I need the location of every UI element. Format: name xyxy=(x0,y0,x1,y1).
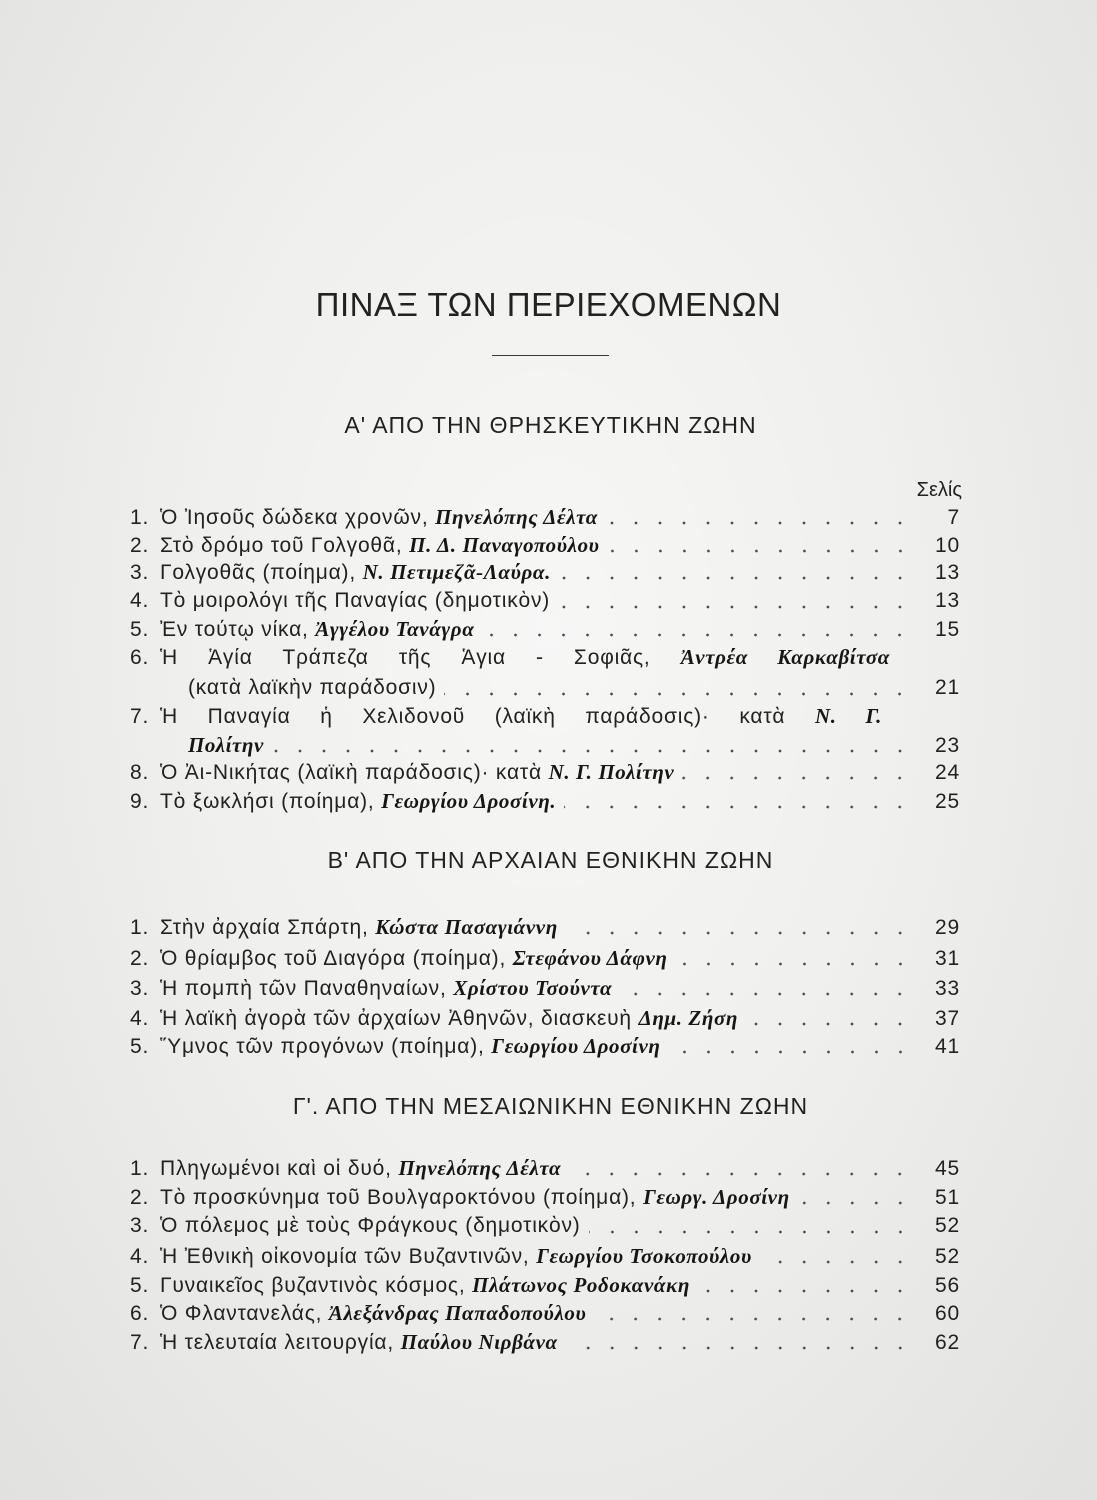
toc-entry xyxy=(130,1004,960,1032)
toc-entry xyxy=(130,615,960,643)
leader-dots xyxy=(606,521,912,525)
entry-number: 5. xyxy=(130,1035,150,1058)
entry-text xyxy=(160,787,556,816)
entry-author: Δημ. Ζήση xyxy=(638,1006,739,1030)
entry-author: Ν. Πετιμεζᾶ-Λαύρα. xyxy=(362,560,551,584)
leader-dots xyxy=(566,1346,912,1350)
page-column-label: Σελίς xyxy=(916,479,962,501)
entry-page-number: 23 xyxy=(935,734,960,757)
toc-entry xyxy=(130,587,960,615)
entry-number: 8. xyxy=(130,761,150,784)
entry-text xyxy=(160,587,550,615)
section-heading-religious-life: Α' ΑΠΟ ΤΗΝ ΘΡΗΣΚΕΥΤΙΚΗΝ ΖΩΗΝ xyxy=(344,412,757,438)
entry-page-number: 45 xyxy=(935,1157,960,1180)
entry-page-number: 37 xyxy=(935,1007,960,1030)
entry-author: Γεωργ. Δροσίνη xyxy=(643,1185,790,1209)
entry-number: 9. xyxy=(130,790,150,813)
entry-page-number: 33 xyxy=(935,977,960,1000)
entry-title: Στὸ δρόμο τοῦ Γολγοθᾶ, xyxy=(160,534,403,557)
entry-author: Γεωργίου Τσοκοπούλου xyxy=(536,1244,752,1268)
entry-title: Ὁ Φλαντανελάς, xyxy=(160,1302,323,1325)
entry-title: Ὁ Ἀι-Νικήτας (λαϊκὴ παράδοσις)· κατὰ xyxy=(160,761,542,784)
entry-page-number: 24 xyxy=(935,761,960,784)
toc-entry xyxy=(130,1032,960,1060)
entry-number: 3. xyxy=(130,977,150,1000)
toc-title: ΠΙΝΑΞ ΤΩΝ ΠΕΡΙΕΧΟΜΕΝΩΝ xyxy=(315,286,782,323)
section-heading-ancient-national-life: Β' ΑΠΟ ΤΗΝ ΑΡΧΑΙΑΝ ΕΘΝΙΚΗΝ ΖΩΗΝ xyxy=(327,847,774,873)
entry-page-number: 52 xyxy=(935,1245,960,1268)
toc-entry xyxy=(130,913,960,941)
entry-number: 1. xyxy=(130,1157,150,1180)
entry-title: Ὁ Ἰησοῦς δώδεκα χρονῶν, xyxy=(160,506,429,529)
entry-text xyxy=(160,1212,581,1240)
entry-title: Τὸ μοιρολόγι τῆς Παναγίας (δημοτικὸν) xyxy=(160,589,551,612)
entry-number: 7. xyxy=(130,1331,150,1354)
entry-number: 5. xyxy=(130,1274,150,1297)
toc-entry xyxy=(130,1271,960,1299)
entry-author: Γεωργίου Δροσίνη. xyxy=(381,789,557,813)
entry-text xyxy=(160,1032,661,1061)
leader-dots xyxy=(594,1317,912,1321)
leader-dots xyxy=(482,633,912,637)
entry-number: 6. xyxy=(130,1302,150,1325)
entry-title: Τὸ προσκύνημα τοῦ Βουλγαροκτόνου (ποίημα), xyxy=(160,1186,637,1209)
entry-page-number: 15 xyxy=(935,618,960,641)
leader-dots xyxy=(559,576,912,580)
entry-title: Ἡ Παναγία ἡ Χελιδονοῦ (λαϊκὴ παράδοσις)· κατὰ xyxy=(160,705,786,728)
entry-page-number: 7 xyxy=(947,506,960,529)
entry-author: Γεωργίου Δροσίνη xyxy=(491,1034,661,1058)
leader-dots xyxy=(620,992,912,996)
toc-entry xyxy=(130,643,960,671)
entry-author: Ἀγγέλου Τανάγρα xyxy=(315,617,475,641)
leader-dots xyxy=(272,749,912,753)
entry-number: 4. xyxy=(130,1007,150,1030)
entry-author: Παύλου Νιρβάνα xyxy=(400,1330,558,1354)
entry-author: Χρίστου Τσούντα xyxy=(453,976,613,1000)
entry-author: Κώστα Πασαγιάννη xyxy=(375,915,558,939)
entry-page-number: 41 xyxy=(935,1035,960,1058)
entry-title: Ὁ πόλεμος μὲ τοὺς Φράγκους (δημοτικὸν) xyxy=(160,1214,581,1237)
entry-text xyxy=(160,913,558,942)
leader-dots xyxy=(798,1201,912,1205)
entry-number: 4. xyxy=(130,1245,150,1268)
leader-dots xyxy=(676,962,912,966)
entry-page-number: 29 xyxy=(935,916,960,939)
toc-entry xyxy=(130,558,960,586)
entry-text xyxy=(160,1299,586,1328)
entry-title: Ἡ Ἐθνικὴ οἰκονομία τῶν Βυζαντινῶν, xyxy=(160,1245,530,1268)
entry-page-number: 31 xyxy=(935,947,960,970)
entry-page-number: 51 xyxy=(935,1186,960,1209)
entry-text xyxy=(160,702,882,731)
entry-page-number: 13 xyxy=(935,589,960,612)
leader-dots xyxy=(669,1050,912,1054)
entry-author: Πηνελόπης Δέλτα xyxy=(398,1156,562,1180)
entry-author: Στεφάνου Δάφνη xyxy=(512,946,668,970)
entry-number: 2. xyxy=(130,947,150,970)
toc-entry xyxy=(130,1299,960,1327)
entry-number: 2. xyxy=(130,534,150,557)
leader-dots xyxy=(760,1260,912,1264)
entry-page-number: 56 xyxy=(935,1274,960,1297)
entry-author: Ἀντρέα Καρκαβίτσα xyxy=(680,645,890,669)
entry-text xyxy=(160,1242,752,1271)
entry-author: Ἀλεξάνδρας Παπαδοπούλου xyxy=(328,1301,587,1325)
entry-title: Γυναικεῖος βυζαντινὸς κόσμος, xyxy=(160,1274,466,1297)
entry-page-number: 60 xyxy=(935,1302,960,1325)
leader-dots xyxy=(698,1289,912,1293)
entry-number: 7. xyxy=(130,705,150,728)
toc-entry xyxy=(130,787,960,815)
entry-author: Ν. Γ. xyxy=(815,704,882,728)
toc-entry xyxy=(130,974,960,1002)
entry-text xyxy=(160,974,612,1003)
entry-number: 2. xyxy=(130,1186,150,1209)
entry-text xyxy=(160,531,600,560)
toc-entry xyxy=(130,1242,960,1270)
toc-entry xyxy=(130,944,960,972)
toc-entry-continuation xyxy=(130,674,960,702)
entry-text xyxy=(160,758,674,787)
entry-text xyxy=(160,1183,790,1212)
entry-title: Ὁ θρίαμβος τοῦ Διαγόρα (ποίημα), xyxy=(160,947,507,970)
entry-number: 5. xyxy=(130,618,150,641)
entry-author: Πηνελόπης Δέλτα xyxy=(435,505,599,529)
entry-number: 1. xyxy=(130,506,150,529)
entry-title: Ἡ λαϊκὴ ἀγορὰ τῶν ἀρχαίων Ἀθηνῶν, διασκευὴ xyxy=(160,1007,632,1030)
leader-dots xyxy=(746,1022,912,1026)
entry-number: 3. xyxy=(130,1214,150,1237)
entry-page-number: 13 xyxy=(935,561,960,584)
entry-page-number: 25 xyxy=(935,790,960,813)
entry-text xyxy=(160,615,474,644)
entry-text xyxy=(160,1328,558,1357)
entry-text xyxy=(188,674,436,702)
entry-text xyxy=(160,643,890,672)
entry-title: Ἡ πομπὴ τῶν Παναθηναίων, xyxy=(160,977,447,1000)
toc-entry xyxy=(130,758,960,786)
toc-entry xyxy=(130,503,960,531)
entry-page-number: 52 xyxy=(935,1214,960,1237)
toc-entry xyxy=(130,702,960,730)
entry-page-number: 62 xyxy=(935,1331,960,1354)
leader-dots xyxy=(608,549,912,553)
entry-page-number: 21 xyxy=(935,676,960,699)
entry-title: Γολγοθᾶς (ποίημα), xyxy=(160,561,356,584)
toc-entry xyxy=(130,1154,960,1182)
entry-text xyxy=(160,1004,738,1033)
entry-author: Πλάτωνος Ροδοκανάκη xyxy=(472,1273,690,1297)
entry-title-continuation: (κατὰ λαϊκὴν παράδοσιν) xyxy=(188,676,437,699)
entry-text xyxy=(160,1271,690,1300)
toc-entry xyxy=(130,1212,960,1240)
toc-entry xyxy=(130,1183,960,1211)
entry-title: Τὸ ξωκλήσι (ποίημα), xyxy=(160,790,375,813)
entry-title: Πληγωμένοι καὶ οἱ δυό, xyxy=(160,1157,392,1180)
entry-author: Π. Δ. Παναγοπούλου xyxy=(409,533,600,557)
entry-page-number: 10 xyxy=(935,534,960,557)
toc-entry xyxy=(130,1328,960,1356)
entry-author-continuation: Πολίτην xyxy=(188,733,264,757)
leader-dots xyxy=(569,1172,912,1176)
entry-text xyxy=(160,1154,561,1183)
toc-entry-continuation xyxy=(130,731,960,759)
toc-entry xyxy=(130,531,960,559)
entry-number: 1. xyxy=(130,916,150,939)
leader-dots xyxy=(444,692,912,696)
entry-text xyxy=(160,503,598,532)
entry-text xyxy=(160,558,551,587)
leader-dots xyxy=(564,805,912,809)
entry-title: Ἡ Ἁγία Τράπεζα τῆς Ἁγια - Σοφιᾶς, xyxy=(160,646,651,669)
entry-number: 3. xyxy=(130,561,150,584)
entry-title: Ἡ τελευταία λειτουργία, xyxy=(160,1331,395,1354)
leader-dots xyxy=(682,776,912,780)
entry-author: Ν. Γ. Πολίτην xyxy=(548,760,675,784)
section-heading-medieval-national-life: Γ'. ΑΠΟ ΤΗΝ ΜΕΣΑΙΩΝΙΚΗΝ ΕΘΝΙΚΗΝ ΖΩΗΝ xyxy=(292,1093,809,1119)
entry-text xyxy=(188,731,264,760)
entry-title: Ἐν τούτῳ νίκα, xyxy=(160,618,309,641)
entry-number: 6. xyxy=(130,646,150,669)
leader-dots xyxy=(566,931,912,935)
entry-number: 4. xyxy=(130,589,150,612)
entry-text xyxy=(160,944,668,973)
leader-dots xyxy=(589,1230,912,1234)
title-rule xyxy=(492,355,609,356)
leader-dots xyxy=(558,605,912,609)
entry-title: Ὕμνος τῶν προγόνων (ποίημα), xyxy=(160,1035,485,1058)
entry-title: Στὴν ἀρχαία Σπάρτη, xyxy=(160,916,369,939)
